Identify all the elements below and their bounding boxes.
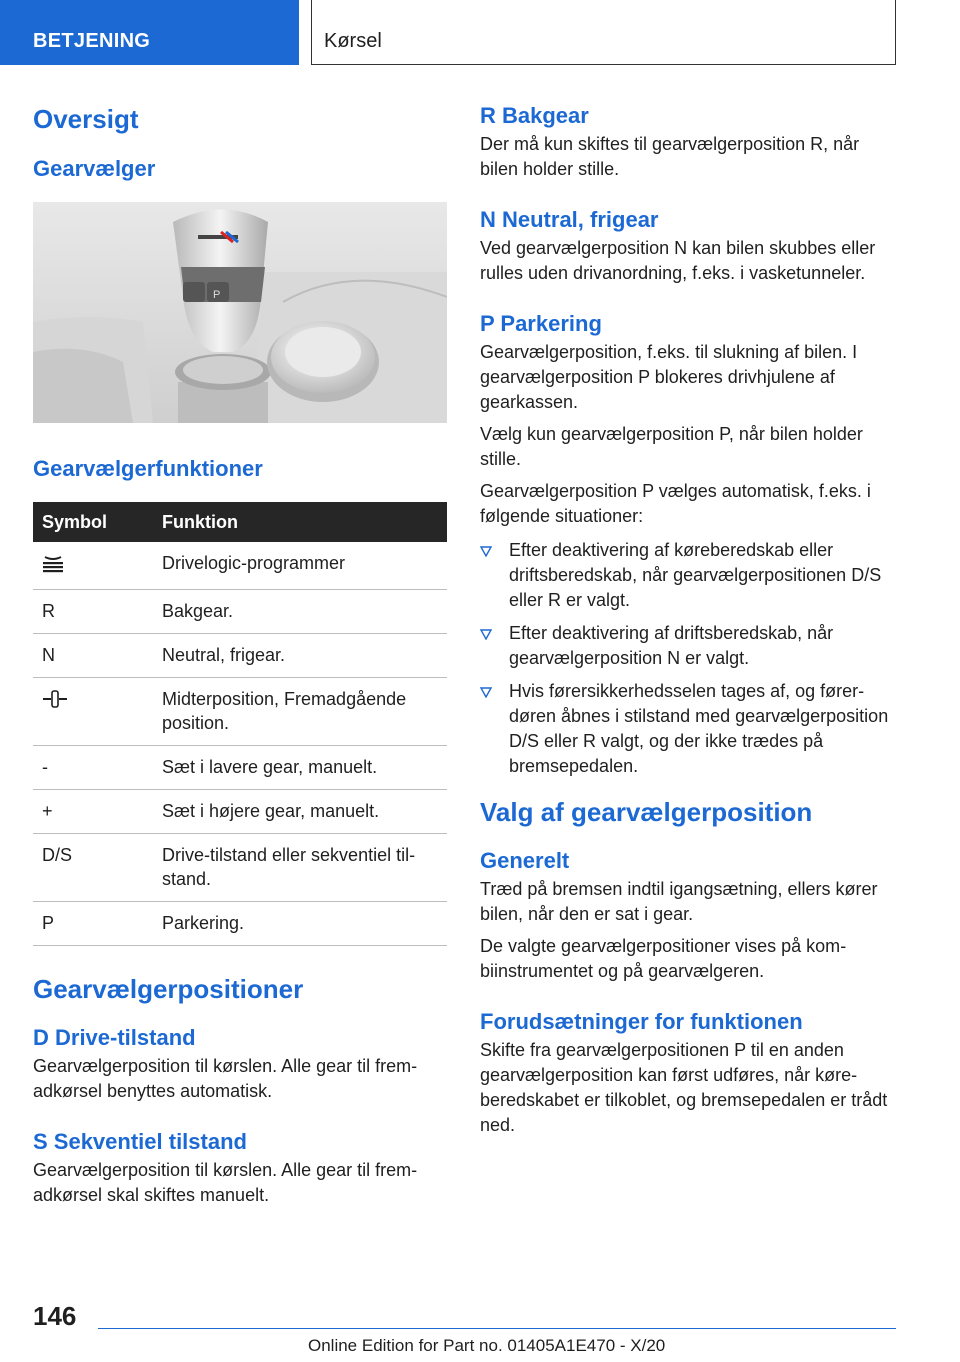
table-row <box>33 746 447 790</box>
heading-forudsaetninger: Forudsætninger for funktionen <box>480 1009 803 1034</box>
table-cell-symbol: + <box>33 790 156 834</box>
table-cell-function: Sæt i højere gear, manuelt. <box>156 790 447 834</box>
table-cell-function: Midterposition, Fremadgående position. <box>156 678 447 746</box>
table-cell-function: Drive-tilstand eller sekventiel tilstand. <box>156 834 447 902</box>
footer-divider <box>98 1328 896 1329</box>
heading-neutral: N Neutral, frigear <box>480 207 659 232</box>
table-cell-symbol: R <box>33 590 156 634</box>
table-header-row <box>33 502 447 542</box>
heading-gearvaelgerpositioner: Gearvælgerpositioner <box>33 974 304 1004</box>
park-text-1: Gearvælgerposition, f.eks. til slukning af bilen. I gearvælgerposition P blokeres drivhjulene af gearkassen. <box>480 342 858 412</box>
park-text-2: Vælg kun gearvælgerposition P, når bilen holder stille. <box>480 424 863 469</box>
list-item <box>480 679 892 779</box>
sequential-mode-text: Gearvælgerposition til kørslen. Alle gear til fremadkørsel skal skiftes manuelt. <box>33 1160 418 1205</box>
table-cell-function: Parkering. <box>156 902 447 946</box>
table-cell-function: Bakgear. <box>156 590 447 634</box>
table-row <box>33 834 447 902</box>
heading-gearvaelgerfunktioner: Gearvælgerfunktioner <box>33 456 263 481</box>
center-position-icon <box>42 689 68 709</box>
heading-oversigt: Oversigt <box>33 104 139 134</box>
table-row <box>33 790 447 834</box>
park-text-3: Gearvælgerposition P vælges automatisk, f.eks. i følgende situationer: <box>480 481 871 526</box>
triangle-bullet-icon <box>480 687 492 698</box>
triangle-bullet-icon <box>480 546 492 557</box>
heading-drive-mode: D Drive-tilstand <box>33 1025 196 1050</box>
table-cell-function: Sæt i lavere gear, manuelt. <box>156 746 447 790</box>
heading-valg: Valg af gearvælgerposition <box>480 797 813 827</box>
triangle-bullet-icon <box>480 629 492 640</box>
svg-text:P: P <box>213 289 221 301</box>
table-cell-symbol <box>33 678 156 746</box>
functions-table <box>33 502 447 946</box>
gear-selector-photo <box>33 202 447 423</box>
neutral-text: Ved gearvælgerposition N kan bilen skubbes eller rulles uden drivanordning, f.eks. i vasketunneler. <box>480 238 876 283</box>
list-item-text: Hvis førersikkerhedsselen tages af, og førerdøren åbnes i stilstand med gearvælgerposition D/S eller R valgt, og der ikke trædes på bremsepedalen. <box>509 681 889 776</box>
left-column <box>33 100 447 1208</box>
table-header-symbol: Symbol <box>33 502 156 542</box>
table-row <box>33 542 447 590</box>
generelt-text-2: De valgte gearvælgerpositioner vises på kombiinstrumentet og på gearvælgeren. <box>480 936 847 981</box>
table-header-function: Funktion <box>156 502 447 542</box>
list-item-text: Efter deaktivering af driftsberedskab, når gearvælgerposition N er valgt. <box>509 623 834 668</box>
forudsaetninger-text: Skifte fra gearvælgerpositionen P til en anden gearvælgerposition kan først udføres, når køreberedskabet er tilkoblet, og bremsepedalen er trådt ned. <box>480 1040 888 1135</box>
footer-edition: Online Edition for Part no. 01405A1E470 - X/20 <box>308 1336 666 1355</box>
list-item <box>480 621 892 671</box>
table-cell-function: Neutral, frigear. <box>156 634 447 678</box>
heading-reverse: R Bakgear <box>480 103 589 128</box>
right-column <box>480 100 892 1138</box>
list-item-text: Efter deaktivering af køreberedskab eller driftsberedskab, når gearvælgerpositionen D/S eller R er valgt. <box>509 540 882 610</box>
table-cell-symbol <box>33 542 156 590</box>
table-cell-symbol: D/S <box>33 834 156 902</box>
table-row <box>33 678 447 746</box>
generelt-text-1: Træd på bremsen indtil igangsætning, ellers kører bilen, når den er sat i gear. <box>480 879 878 924</box>
list-item <box>480 538 892 613</box>
auto-park-list <box>480 538 892 779</box>
chapter-tab <box>311 0 896 65</box>
heading-sequential-mode: S Sekventiel tilstand <box>33 1129 247 1154</box>
table-cell-symbol: - <box>33 746 156 790</box>
table-cell-symbol: P <box>33 902 156 946</box>
table-cell-function: Drivelogic-programmer <box>156 542 447 590</box>
drivelogic-icon <box>42 555 64 573</box>
heading-park: P Parkering <box>480 311 602 336</box>
section-title: BETJENING <box>33 30 151 52</box>
section-tab <box>0 0 299 65</box>
chapter-title: Kørsel <box>324 30 382 52</box>
reverse-text: Der må kun skiftes til gearvælgerposition R, når bilen holder stille. <box>480 134 860 179</box>
drive-mode-text: Gearvælgerposition til kørslen. Alle gear til fremadkørsel benyttes automatisk. <box>33 1056 418 1101</box>
heading-gearvaelger: Gearvælger <box>33 156 156 181</box>
table-cell-symbol: N <box>33 634 156 678</box>
page-number: 146 <box>33 1301 77 1331</box>
table-row <box>33 634 447 678</box>
table-row <box>33 590 447 634</box>
table-row <box>33 902 447 946</box>
heading-generelt: Generelt <box>480 848 570 873</box>
